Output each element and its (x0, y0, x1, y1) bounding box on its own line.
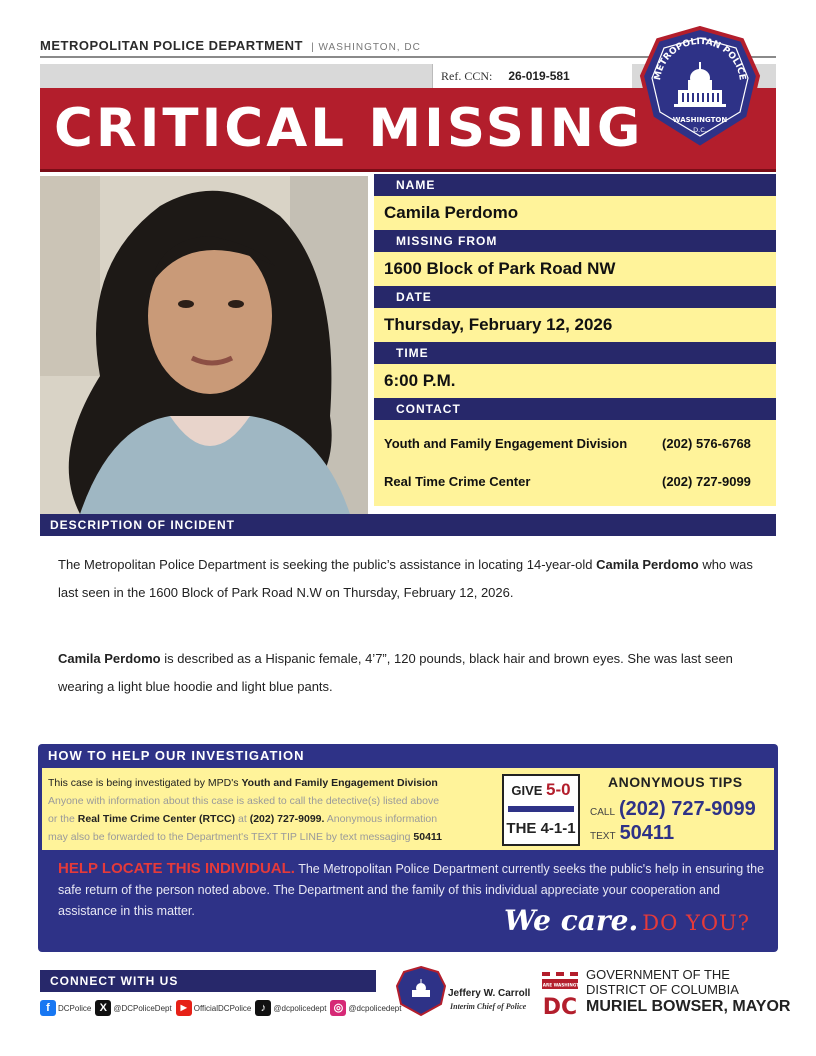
help-line: at (235, 813, 250, 825)
give-50-divider (508, 806, 574, 812)
we-care-text: We care. (504, 904, 639, 937)
dc-government-logo (533, 970, 587, 1020)
police-badge-logo (638, 26, 762, 150)
contact-row (384, 474, 764, 489)
help-line: Anonymous information (324, 813, 438, 825)
text-label: TEXT (590, 831, 616, 842)
instagram-icon: ◎ (330, 1000, 346, 1016)
help-text-number: 50411 (413, 831, 443, 843)
badge-bottom-text: WASHINGTON (672, 116, 728, 124)
department-header (40, 38, 421, 53)
social-handle: @dcpolicedept (273, 1003, 327, 1013)
description-text: who was last seen in the 1600 Block of Park Road N.W on Thursday, February 12, 2026. (58, 557, 753, 600)
ref-ccn-label: Ref. CCN: (441, 68, 493, 83)
we-are-washington-text: WE ARE WASHINGTON (533, 982, 587, 988)
contact-label: CONTACT (374, 398, 776, 420)
person-name: Camila Perdomo (596, 557, 699, 572)
description-paragraph-1 (58, 551, 758, 607)
ref-ccn-box (432, 64, 632, 88)
description-paragraph-2 (58, 645, 758, 701)
social-handle: DCPolice (58, 1003, 92, 1013)
chief-name: Jeffery W. Carroll (448, 988, 531, 999)
help-division: Youth and Family Engagement Division (241, 777, 438, 789)
time-value: 6:00 P.M. (384, 371, 456, 390)
call-label: CALL (590, 807, 616, 818)
give-text: GIVE (511, 783, 547, 798)
department-city: | WASHINGTON, DC (311, 42, 421, 53)
social-links (40, 998, 400, 1018)
social-youtube[interactable] (176, 1000, 252, 1016)
ref-ccn-value: 26-019-581 (508, 69, 570, 83)
facebook-icon: f (40, 1000, 56, 1016)
department-name: METROPOLITAN POLICE DEPARTMENT (40, 38, 303, 53)
social-handle: @dcpolicedept (348, 1003, 402, 1013)
help-title: HOW TO HELP OUR INVESTIGATION (48, 748, 305, 763)
person-name: Camila Perdomo (58, 651, 161, 666)
name-value-box (374, 196, 776, 230)
x-icon: X (95, 1000, 111, 1016)
chief-title: Interim Chief of Police (450, 1002, 527, 1011)
contact-phone[interactable]: (202) 576-6768 (662, 436, 751, 451)
description-text: is described as a Hispanic female, 4’7”, 120 pounds, black hair and brown eyes. She was last seen wearing a light blue hoodie and light blue pants. (58, 651, 733, 694)
help-locate-headline: HELP LOCATE THIS INDIVIDUAL. (58, 860, 295, 877)
help-info-box (42, 768, 774, 850)
social-handle: @DCPoliceDept (113, 1003, 172, 1013)
missing-from-value: 1600 Block of Park Road NW (384, 259, 616, 278)
social-tiktok[interactable] (255, 1000, 326, 1016)
gov-line-2: DISTRICT OF COLUMBIA (586, 982, 739, 997)
help-locate-body: The Metropolitan Police Department currently seeks the public's help in ensuring the safe return of the person noted above. The Department and the family of this individual appreciate your cooperation and assistance in this matter. (58, 862, 765, 918)
date-value: Thursday, February 12, 2026 (384, 315, 613, 334)
date-label: DATE (374, 286, 776, 308)
description-label: DESCRIPTION OF INCIDENT (40, 514, 776, 536)
we-care-slogan (504, 904, 750, 937)
how-to-help-panel (38, 744, 778, 952)
social-instagram[interactable] (330, 1000, 401, 1016)
connect-label: CONNECT WITH US (40, 970, 376, 992)
contact-value-box (374, 420, 776, 506)
give-50-text (506, 778, 576, 802)
text-number[interactable]: 50411 (619, 822, 675, 844)
chief-badge-icon (396, 966, 446, 1016)
youtube-icon: ▶ (176, 1000, 192, 1016)
help-rtcc-phone[interactable]: (202) 727-9099. (249, 813, 325, 825)
date-value-box (374, 308, 776, 342)
help-line: may also be forwarded to the Department's TEXT TIP LINE by text messaging (48, 831, 414, 843)
anonymous-tips-title: ANONYMOUS TIPS (608, 774, 743, 790)
call-number[interactable]: (202) 727-9099 (619, 798, 756, 820)
help-line: Anyone with information about this case is asked to call the detective(s) listed above (48, 795, 440, 807)
description-text: The Metropolitan Police Department is seeking the public’s assistance in locating 14-year-old (58, 557, 597, 572)
contact-phone[interactable]: (202) 727-9099 (662, 474, 751, 489)
contact-row (384, 436, 764, 451)
mayor-name: MURIEL BOWSER, MAYOR (586, 998, 791, 1015)
name-label: NAME (374, 174, 776, 196)
dc-mark-text: DC (542, 995, 578, 1020)
badge-top-text: METROPOLITAN POLICE (653, 36, 747, 82)
help-rtcc: Real Time Crime Center (RTCC) (77, 813, 236, 825)
give-50-logo (502, 774, 580, 846)
name-value: Camila Perdomo (384, 203, 519, 222)
call-row (590, 798, 756, 821)
banner-title: CRITICAL MISSING (54, 98, 644, 159)
missing-person-photo (40, 176, 368, 514)
contact-name: Youth and Family Engagement Division (384, 436, 628, 451)
missing-from-label: MISSING FROM (374, 230, 776, 252)
badge-dc-text: D.C. (693, 126, 707, 134)
the-411-text: THE 4-1-1 (506, 820, 576, 837)
tiktok-icon: ♪ (255, 1000, 271, 1016)
time-label: TIME (374, 342, 776, 364)
social-handle: OfficialDCPolice (193, 1003, 252, 1013)
contact-name: Real Time Crime Center (384, 474, 531, 489)
help-line: This case is being investigated by MPD's (48, 777, 242, 789)
help-instructions (48, 774, 508, 846)
time-value-box (374, 364, 776, 398)
text-row (590, 822, 674, 845)
social-x[interactable] (95, 1000, 171, 1016)
missing-from-value-box (374, 252, 776, 286)
help-line: or the (48, 813, 78, 825)
do-you-text: DO YOU? (642, 911, 750, 935)
five-o-text: 5-0 (546, 780, 571, 799)
gov-line-1: GOVERNMENT OF THE (586, 967, 730, 982)
social-facebook[interactable] (40, 1000, 91, 1016)
